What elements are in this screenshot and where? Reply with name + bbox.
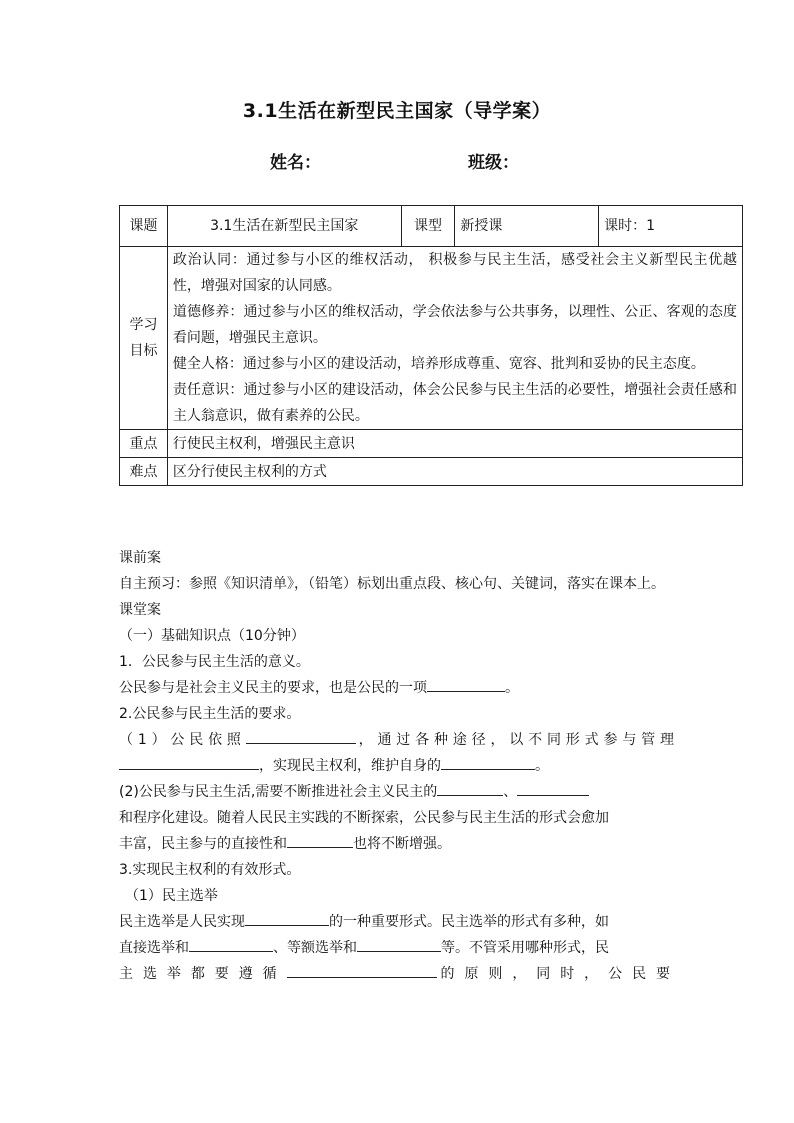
q2-2e: 也将不断增强。: [353, 836, 451, 852]
answer-blank[interactable]: [427, 675, 505, 692]
goal-personality: 健全人格：通过参与小区的建设活动，培养形成尊重、宽容、批判和妥协的民主态度。: [172, 356, 705, 372]
answer-blank[interactable]: [517, 779, 589, 796]
section-basic-knowledge: （一）基础知识点（10分钟）: [119, 628, 305, 644]
class-hours: 课时：1: [599, 206, 743, 247]
page-title: 3.1生活在新型民主国家（导学案）: [242, 100, 552, 122]
question-1-title: 1．公民参与民主生活的意义。: [119, 654, 310, 670]
table-row: [120, 430, 743, 458]
goals-content: [167, 247, 742, 430]
question-2-2-line1: [119, 779, 676, 805]
pre-class-heading: 课前案: [119, 550, 161, 566]
question-2-title: 2.公民参与民主生活的要求。: [119, 706, 301, 722]
key-point-value: 行使民主权利，增强民主意识: [167, 430, 742, 458]
worksheet-body: [119, 545, 676, 987]
goal-moral: 道德修养：通过参与小区的维权活动，学会依法参与公共事务，以理性、公正、客观的态度看问题，增强民主意识。: [172, 304, 737, 346]
q2-2a: (2)公民参与民主生活,需要不断推进社会主义民主的: [119, 784, 438, 800]
answer-blank[interactable]: [441, 753, 535, 770]
question-3-line1: [119, 909, 676, 935]
topic-value: 3.1生活在新型民主国家: [167, 206, 401, 247]
answer-blank[interactable]: [119, 753, 259, 770]
lesson-info-table: [119, 205, 743, 486]
difficulty-value: 区分行使民主权利的方式: [167, 458, 742, 486]
q2-1b: ，通过各种途径，以不同形式参与管理: [355, 732, 676, 748]
preview-instruction: 自主预习：参照《知识清单》，（铅笔）标划出重点段、核心句、关键词，落实在课本上。: [119, 576, 665, 592]
q3-2a: 直接选举和: [119, 940, 189, 956]
goal-responsibility: 责任意识：通过参与小区的建设活动，体会公民参与民主生活的必要性，增强社会责任感和主人翁意识，做有素养的公民。: [172, 382, 737, 424]
q3-1a: 民主选举是人民实现: [119, 914, 245, 930]
question-2-1-line2: [119, 753, 676, 779]
question-2-1-line1: [119, 727, 676, 753]
q2-2b: 、: [503, 784, 518, 800]
question-3-subtitle: （1）民主选举: [125, 888, 218, 904]
type-label: 课型: [401, 206, 455, 247]
question-2-2-line3: [119, 831, 676, 857]
answer-blank[interactable]: [189, 935, 273, 952]
type-value: 新授课: [455, 206, 599, 247]
q3-1b: 的一种重要形式。民主选举的形式有多种，如: [329, 914, 609, 930]
name-class-row: [270, 148, 670, 173]
goals-label: [120, 247, 168, 430]
difficulty-label: 难点: [120, 458, 168, 486]
question-1-text: [119, 675, 676, 701]
name-label: 姓名：: [270, 153, 321, 173]
answer-blank[interactable]: [245, 909, 329, 926]
question-3-line3: [119, 961, 676, 987]
q2-2d: 丰富，民主参与的直接性和: [119, 836, 287, 852]
table-row: [120, 458, 743, 486]
answer-blank[interactable]: [437, 779, 503, 796]
topic-label: 课题: [120, 206, 168, 247]
answer-blank[interactable]: [246, 727, 356, 744]
question-3-title: 3.实现民主权利的有效形式。: [119, 862, 301, 878]
goals-label-line2: 目标: [129, 343, 158, 359]
key-point-label: 重点: [120, 430, 168, 458]
q2-1d: 。: [535, 758, 549, 774]
q3-2b: 、等额选举和: [273, 940, 357, 956]
q2-1a: （1）公民依照: [119, 732, 246, 748]
class-label: 班级：: [468, 153, 519, 173]
question-3-line2: [119, 935, 676, 961]
goals-label-line1: 学习: [129, 317, 158, 333]
q3-2c: 等。不管采用哪种形式，民: [441, 940, 609, 956]
goal-political: 政治认同：通过参与小区的维权活动， 积极参与民主生活，感受社会主义新型民主优越性，增强对国家的认同感。: [172, 252, 737, 294]
q3-3b: 的原则，同时，公民要: [436, 966, 677, 982]
answer-blank[interactable]: [357, 935, 441, 952]
table-row: [120, 247, 743, 430]
answer-blank[interactable]: [287, 961, 437, 978]
q1-text-a: 公民参与是社会主义民主的要求，也是公民的一项: [119, 680, 427, 696]
q2-1c: ，实现民主权利，维护自身的: [259, 758, 441, 774]
in-class-heading: 课堂案: [119, 602, 161, 618]
q1-text-b: 。: [505, 680, 519, 696]
q3-3a: 主选举都要遵循: [119, 966, 287, 982]
answer-blank[interactable]: [287, 831, 353, 848]
table-row: [120, 206, 743, 247]
question-2-2-line2: 和程序化建设。随着人民民主实践的不断探索，公民参与民主生活的形式会愈加: [119, 810, 609, 826]
